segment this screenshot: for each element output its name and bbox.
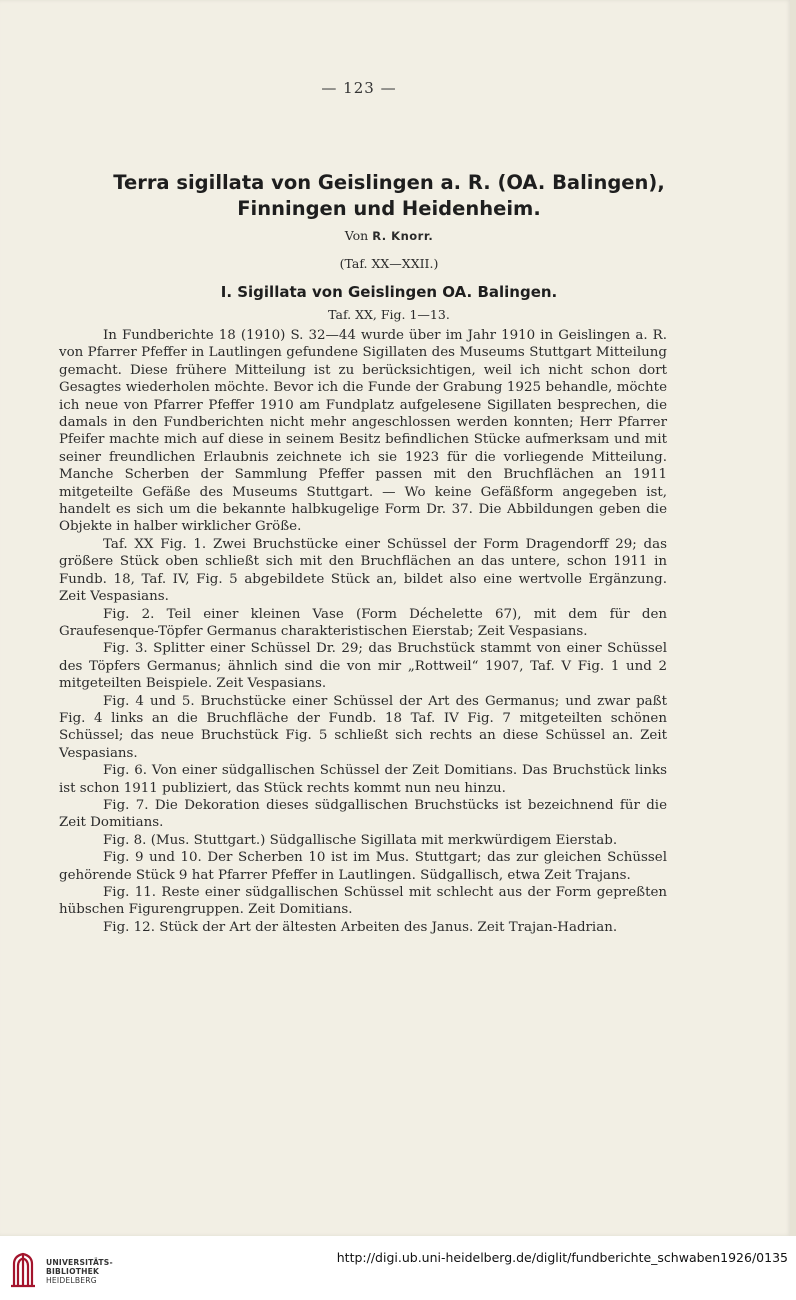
section-subheading: Taf. XX, Fig. 1—13. [328, 307, 450, 322]
library-name [46, 1258, 113, 1285]
paragraph: Fig. 9 und 10. Der Scherben 10 ist im Mus. Stuttgart; das zur gleichen Schüssel gehörende Stück 9 hat Pfarrer Pfeffer in Lautlingen. Südgallisch, etwa Zeit Trajans. [59, 850, 667, 883]
author-name: R. Knorr. [372, 229, 434, 243]
paragraph: Taf. XX Fig. 1. Zwei Bruchstücke einer Schüssel der Form Dragendorff 29; das größere Stück oben schließt sich mit den Bruchflächen an das untere, schon 1911 in Fundb. 18, Taf. IV, Fig. 5 abgebildete Stück an, bildet also eine wertvolle Ergänzung. Zeit Vespasians. [59, 536, 667, 605]
page-number: — 123 — [321, 79, 397, 97]
footer-bar [0, 1236, 796, 1300]
paragraph: Fig. 12. Stück der Art der ältesten Arbeiten des Janus. Zeit Trajan-Hadrian. [103, 919, 618, 935]
paragraph: In Fundberichte 18 (1910) S. 32—44 wurde über im Jahr 1910 in Geislingen a. R. von Pfarrer Pfeffer in Lautlingen gefundene Sigillaten des Museums Stuttgart Mitteilung gemacht. Diese frühere Mitteilung ist zu berücksichtigen, weil ich nicht schon dort Gesagtes wiederholen möchte. Bevor ich die Funde der Grabung 1925 behandle, möchte ich neue von Pfarrer Pfeffer 1910 am Fundplatz aufgelesene Sigillaten besprechen, die damals in den Fundberichten nicht mehr angeschlossen werden konnten; Herr Pfarrer Pfeifer machte mich auf diese in seinem Besitz befindlichen Stücke aufmerksam und mit seiner freundlichen Erlaubnis zeichnete ich sie 1923 für die vorliegende Mitteilung. Manche Scherben der Sammlung Pfeffer passen mit den Bruchflächen an 1911 mitgeteilte Gefäße des Museums Stuttgart. — Wo keine Gefäßform angegeben ist, handelt es sich um die bekannte halbkugelige Form Dr. 37. Die Abbildungen geben die Objekte in halber wirklicher Größe. [59, 328, 667, 535]
paragraph: Fig. 8. (Mus. Stuttgart.) Südgallische Sigillata mit merkwürdigem Eierstab. [103, 832, 618, 848]
permalink-url[interactable]: http://digi.ub.uni-heidelberg.de/diglit/fundberichte_schwaben1926/0135 [336, 1250, 788, 1265]
library-name-line: UNIVERSITÄTS- [46, 1258, 113, 1267]
paragraph: Fig. 2. Teil einer kleinen Vase (Form Déchelette 67), mit dem für den Graufesenque-Töpfer Germanus charakteristischen Eierstab; Zeit Vespasians. [59, 606, 667, 639]
heidelberg-library-logo-icon[interactable] [8, 1250, 38, 1290]
paragraph: Fig. 6. Von einer südgallischen Schüssel der Zeit Domitians. Das Bruchstück links ist schon 1911 publiziert, das Stück rechts kommt nun neu hinzu. [59, 763, 667, 796]
page-edge [790, 0, 796, 1236]
plates-reference: (Taf. XX—XXII.) [339, 256, 439, 271]
article-body [59, 327, 667, 936]
library-name-line: HEIDELBERG [46, 1276, 97, 1285]
paragraph: Fig. 7. Die Dekoration dieses südgallischen Bruchstücks ist bezeichnend für die Zeit Domitians. [59, 797, 667, 831]
article-title: Terra sigillata von Geislingen a. R. (OA. Balingen), Finningen und Heidenheim. [113, 171, 665, 220]
paragraph: Fig. 11. Reste einer südgallischen Schüssel mit schlecht aus der Form gepreßten hübschen Figurengruppen. Zeit Domitians. [59, 885, 667, 918]
paragraph: Fig. 3. Splitter einer Schüssel Dr. 29; das Bruchstück stammt von einer Schüssel des Töpfers Germanus; ähnlich sind die von mir „Rottweil“ 1907, Taf. V Fig. 1 und 2 mitgeteilten Beispiele. Zeit Vespasians. [59, 641, 667, 692]
author-prefix: Von [344, 228, 369, 243]
paragraph: Fig. 4 und 5. Bruchstücke einer Schüssel der Art des Germanus; und zwar paßt Fig. 4 links an die Bruchfläche der Fundb. 18 Taf. IV Fig. 7 mitgeteilten schönen Schüssel; das neue Bruchstück Fig. 5 schließt sich rechts an diese Schüssel an. Zeit Vespasians. [59, 693, 667, 761]
author-line [58, 228, 720, 243]
library-name-line: BIBLIOTHEK [46, 1267, 100, 1276]
section-heading: I. Sigillata von Geislingen OA. Balingen. [220, 283, 558, 301]
